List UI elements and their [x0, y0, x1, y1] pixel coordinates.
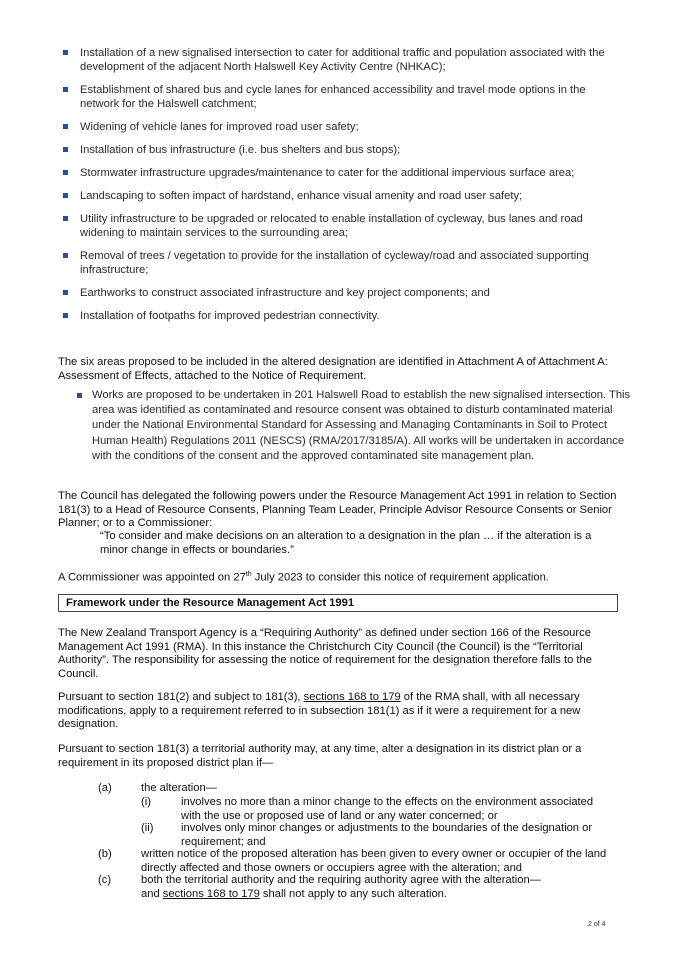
list-item: Establishment of shared bus and cycle lanes for enhanced accessibility and travel mode options in the network for the Halswell catchment; [60, 83, 620, 111]
list-label-b: (b) [98, 848, 112, 860]
commissioner-paragraph: A Commissioner was appointed on 27th July 2023 to consider this notice of requirement application. [58, 571, 549, 584]
bullet-square-icon [63, 290, 68, 295]
bullet-square-icon [63, 147, 68, 152]
list-text-i: involves no more than a minor change to the effects on the environment associated with the use or proposed use of land or any water concerned; or [181, 796, 594, 822]
section-heading-box: Framework under the Resource Management Act 1991 [58, 594, 618, 612]
list-text-c: both the territorial authority and the requiring authority agree with the alteration— [141, 874, 541, 886]
bullet-square-icon [77, 393, 82, 398]
works-bullet: Works are proposed to be undertaken in 201 Halswell Road to establish the new signalised intersection. This area was identified as contaminated and resource consent was obtained to disturb contaminated material under the National Environmental Standard for Assessing and Managing Contaminants in Soil to Protect Human Health) Regulations 2011 (NESCS) (RMA/2017/3185/A). All works will be undertaken in accordance with the conditions of the consent and the approved contaminated site management plan. [76, 388, 632, 464]
six-areas-paragraph: The six areas proposed to be included in the altered designation are identified in Attachment A of Attachment A: Assessment of Effects, attached to the Notice of Requirement. [58, 356, 608, 382]
list-item: Widening of vehicle lanes for improved road user safety; [60, 120, 620, 134]
list-text-ii: involves only minor changes or adjustments to the boundaries of the designation or requirement; and [181, 822, 593, 848]
list-item: Installation of a new signalised intersection to cater for additional traffic and population associated with the development of the adjacent North Halswell Key Activity Centre (NHKAC); [60, 46, 620, 74]
list-label-a: (a) [98, 782, 112, 794]
bullet-square-icon [63, 313, 68, 318]
bullet-square-icon [63, 193, 68, 198]
sections-link[interactable]: sections 168 to 179 [162, 888, 260, 900]
list-item: Utility infrastructure to be upgraded or relocated to enable installation of cycleway, bus lanes and road widening to maintain services to the surrounding area; [60, 212, 620, 240]
list-text-a: the alteration— [141, 782, 217, 794]
bullet-square-icon [63, 87, 68, 92]
nzta-paragraph: The New Zealand Transport Agency is a “Requiring Authority” as defined under section 166 of the Resource Management Act 1991 (RMA). In this instance the Christchurch City Council (the Council) is the “Territorial Authority”. The responsibility for assessing the notice of requirement for the designation therefore falls to the Council. [58, 627, 592, 680]
delegation-quote: “To consider and make decisions on an alteration to a designation in the plan … if the alteration is a minor change in effects or boundaries.” [100, 530, 592, 556]
list-label-ii: (ii) [141, 822, 154, 834]
pursuant-paragraph-2: Pursuant to section 181(3) a territorial authority may, at any time, alter a designation in its district plan or a requirement in its proposed district plan if— [58, 743, 582, 769]
bullet-square-icon [63, 124, 68, 129]
list-tail-c: and sections 168 to 179 shall not apply to any such alteration. [141, 888, 448, 900]
list-label-i: (i) [141, 796, 151, 808]
bullet-square-icon [63, 253, 68, 258]
list-item: Earthworks to construct associated infrastructure and key project components; and [60, 286, 620, 300]
delegation-paragraph: The Council has delegated the following powers under the Resource Management Act 1991 in relation to Section 181(3) to a Head of Resource Consents, Planning Team Leader, Principle Advisor Resource Consents or Senior Planner; or to a Commissioner: [58, 490, 617, 529]
list-text-b: written notice of the proposed alteration has been given to every owner or occupier of the land directly affected and those owners or occupiers agree with the alteration; and [141, 848, 607, 874]
list-label-c: (c) [98, 874, 112, 886]
bullet-square-icon [63, 216, 68, 221]
list-item: Stormwater infrastructure upgrades/maintenance to cater for the additional impervious surface area; [60, 166, 620, 180]
list-item: Landscaping to soften impact of hardstand, enhance visual amenity and road user safety; [60, 189, 620, 203]
list-item: Installation of bus infrastructure (i.e. bus shelters and bus stops); [60, 143, 620, 157]
list-item: Removal of trees / vegetation to provide for the installation of cycleway/road and associated supporting infrastructure; [60, 249, 620, 277]
list-item: Installation of footpaths for improved pedestrian connectivity. [60, 309, 620, 323]
pursuant-paragraph-1: Pursuant to section 181(2) and subject to 181(3), sections 168 to 179 of the RMA shall, with all necessary modifications, apply to a requirement referred to in subsection 181(1) as if it were a requirement for a new designation. [58, 691, 581, 730]
bullet-square-icon [63, 170, 68, 175]
page-number: 2 of 4 [588, 921, 606, 928]
sections-link[interactable]: sections 168 to 179 [303, 691, 401, 703]
bullet-square-icon [63, 50, 68, 55]
project-scope-list [60, 46, 620, 332]
